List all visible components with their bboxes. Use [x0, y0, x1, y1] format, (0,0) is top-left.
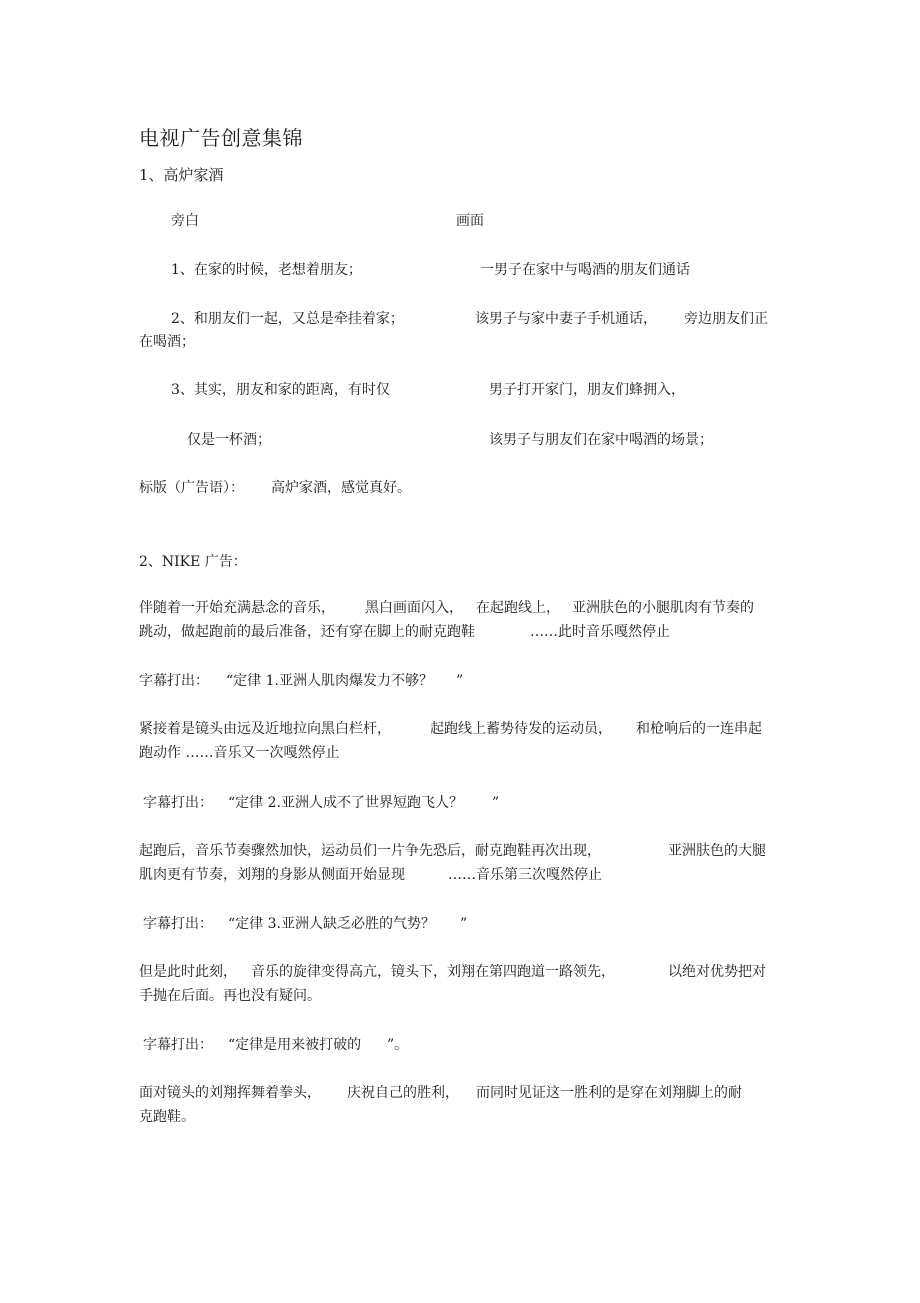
picture-line-2: 该男子与家中妻子手机通话，: [475, 311, 657, 327]
para-2-line-1a: 紧接着是镜头由远及近地拉向黑白栏杆，: [139, 721, 391, 737]
caption-1-end: ”: [456, 673, 464, 689]
voiceover-line-1: 1、在家的时候，老想着朋友；: [171, 262, 362, 278]
para-5-line-1b: 庆祝自己的胜利，: [347, 1085, 459, 1101]
voiceover-line-2: 2、和朋友们一起，又总是牵挂着家；: [171, 311, 404, 327]
section-heading-1: 1、高炉家酒: [139, 166, 224, 184]
caption-4: “定律是用来被打破的: [228, 1037, 362, 1053]
para-3-line-1b: 亚洲肤色的大腿: [668, 843, 766, 859]
picture-line-2-cont: 在喝酒；: [139, 334, 195, 350]
para-1-line-2b: ……此时音乐嘎然停止: [530, 624, 670, 640]
column-header-voiceover: 旁白: [171, 213, 199, 229]
picture-line-4: 该男子与朋友们在家中喝酒的场景；: [489, 432, 713, 448]
caption-3-label: 字幕打出：: [143, 916, 213, 932]
para-5-line-2: 克跑鞋。: [139, 1109, 195, 1125]
tagline-label: 标版（广告语）：: [139, 480, 244, 496]
caption-1: “定律 1.亚洲人肌肉爆发力不够？: [226, 673, 433, 689]
para-4-line-2: 手抛在后面。再也没有疑问。: [139, 988, 321, 1004]
caption-1-label: 字幕打出：: [139, 673, 209, 689]
page-title: 电视广告创意集锦: [139, 126, 303, 150]
para-3-line-1a: 起跑后，音乐节奏骤然加快，运动员们一片争先恐后，耐克跑鞋再次出现，: [139, 843, 601, 859]
para-2-line-1c: 和枪响后的一连串起: [636, 721, 762, 737]
para-4-line-1b: 音乐的旋律变得高亢，镜头下，刘翔在第四跑道一路领先，: [251, 964, 615, 980]
para-3-line-2b: ……音乐第三次嘎然停止: [448, 867, 602, 883]
caption-2: “定律 2.亚洲人成不了世界短跑飞人？: [228, 795, 463, 811]
caption-3-end: ”: [460, 916, 468, 932]
para-1-line-1a: 伴随着一开始充满悬念的音乐，: [139, 600, 335, 616]
column-header-picture: 画面: [456, 213, 484, 229]
caption-4-end: ”。: [387, 1037, 409, 1053]
para-5-line-1a: 面对镜头的刘翔挥舞着拳头，: [139, 1085, 321, 1101]
para-2-line-1b: 起跑线上蓄势待发的运动员，: [430, 721, 612, 737]
para-4-line-1c: 以绝对优势把对: [668, 964, 766, 980]
tagline: 高炉家酒，感觉真好。: [271, 480, 411, 496]
para-1-line-1d: 亚洲肤色的小腿肌肉有节奏的: [572, 600, 754, 616]
para-2-line-2: 跑动作 ……音乐又一次嘎然停止: [139, 745, 340, 761]
para-1-line-1b: 黑白画面闪入，: [365, 600, 463, 616]
para-5-line-1c: 而同时见证这一胜利的是穿在刘翔脚上的耐: [476, 1085, 742, 1101]
caption-2-label: 字幕打出：: [143, 795, 213, 811]
para-3-line-2a: 肌肉更有节奏，刘翔的身影从侧面开始显现: [139, 867, 405, 883]
picture-line-1: 一男子在家中与喝酒的朋友们通话: [480, 262, 690, 278]
para-1-line-2a: 跳动，做起跑前的最后准备，还有穿在脚上的耐克跑鞋: [139, 624, 475, 640]
para-1-line-1c: 在起跑线上，: [476, 600, 560, 616]
voiceover-line-4: 仅是一杯酒；: [187, 432, 271, 448]
caption-3: “定律 3.亚洲人缺乏必胜的气势？: [228, 916, 435, 932]
picture-line-3: 男子打开家门，朋友们蜂拥入，: [489, 382, 685, 398]
section-heading-2: 2、NIKE 广告：: [139, 554, 247, 570]
caption-4-label: 字幕打出：: [143, 1037, 213, 1053]
caption-2-end: ”: [492, 795, 500, 811]
para-4-line-1a: 但是此时此刻，: [139, 964, 237, 980]
voiceover-line-3: 3、其实，朋友和家的距离，有时仅: [171, 382, 390, 398]
picture-line-2b: 旁边朋友们正: [684, 311, 768, 327]
